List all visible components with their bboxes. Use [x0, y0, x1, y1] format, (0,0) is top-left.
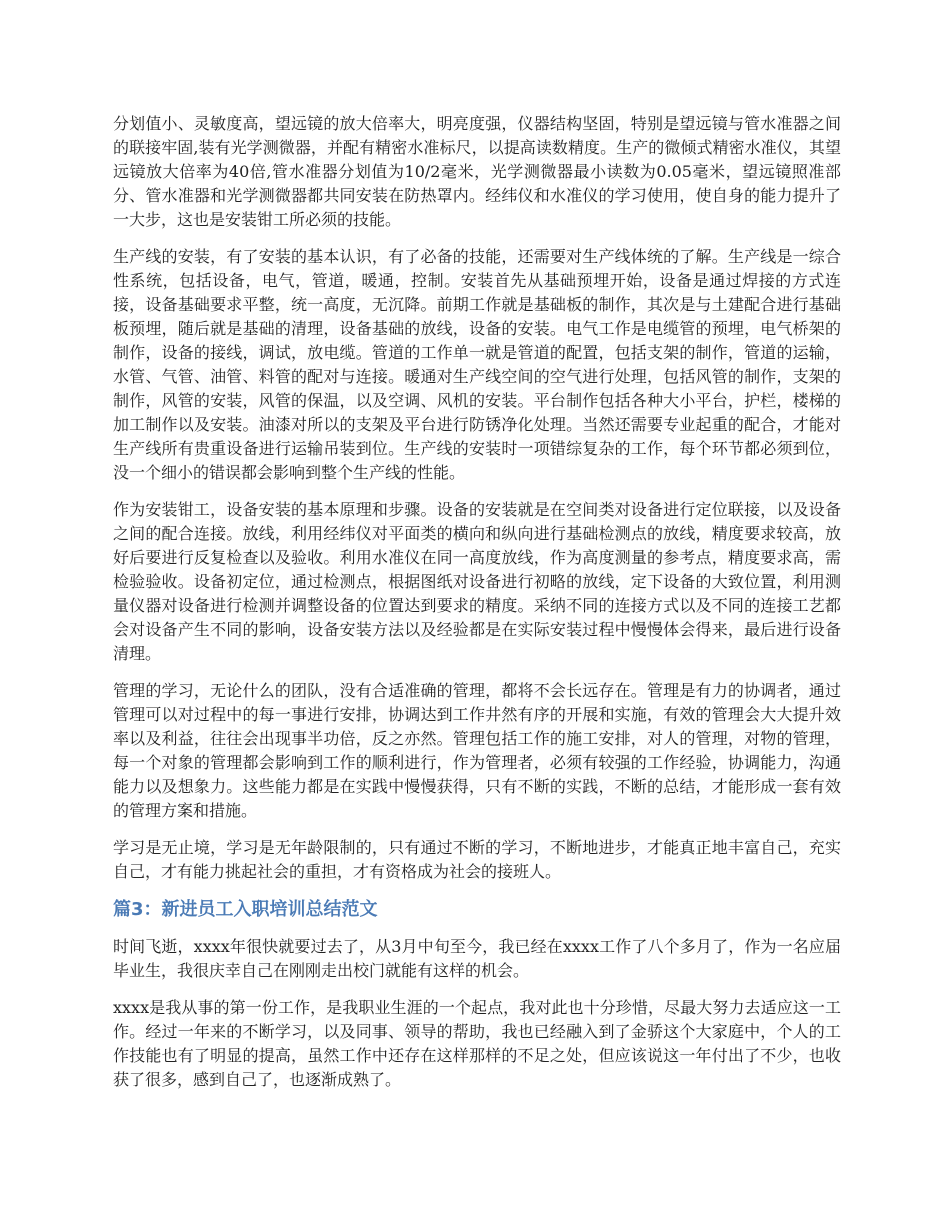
paragraph-learning: 学习是无止境，学习是无年龄限制的，只有通过不断的学习，不断地进步，才能真正地丰富自己，充实自己，才有能力挑起社会的重担，才有资格成为社会的接班人。 [113, 838, 841, 881]
paragraph-management: 管理的学习，无论什么的团队，没有合适准确的管理，都将不会长远存在。管理是有力的协调者，通过管理可以对过程中的每一事进行安排，协调达到工作井然有序的开展和实施，有效的管理会大大提升效率以及利益，往往会出现事半功倍，反之亦然。管理包括工作的施工安排，对人的管理，对物的管理，每一个对象的管理都会影响到工作的顺利进行，作为管理者，必须有较强的工作经验，协调能力，沟通能力以及想象力。这些能力都是在实践中慢慢获得，只有不断的实践，不断的总结，才能形成一套有效的管理方案和措施。 [113, 681, 841, 820]
paragraph-fitter-steps: 作为安装钳工，设备安装的基本原理和步骤。设备的安装就是在空间类对设备进行定位联接，以及设备之间的配合连接。放线，利用经纬仪对平面类的横向和纵向进行基础检测点的放线，精度要求较高，放好后要进行反复检查以及验收。利用水准仪在同一高度放线，作为高度测量的参考点，精度要求高，需检验验收。设备初定位，通过检测点，根据图纸对设备进行初略的放线，定下设备的大致位置，利用测量仪器对设备进行检测并调整设备的位置达到要求的精度。采纳不同的连接方式以及不同的连接工艺都会对设备产生不同的影响，设备安装方法以及经验都是在实际安装过程中慢慢体会得来，最后进行设备清理。 [113, 500, 841, 663]
paragraph-intro-time: 时间飞逝，xxxx年很快就要过去了，从3月中旬至今，我已经在xxxx工作了八个多月了，作为一名应届毕业生，我很庆幸自己在刚刚走出校门就能有这样的机会。 [113, 937, 841, 980]
document-page [113, 112, 841, 1105]
section-heading: 篇3：新进员工入职培训总结范文 [113, 899, 378, 920]
paragraph-instrument-skills: 分划值小、灵敏度高，望远镜的放大倍率大，明亮度强，仪器结构坚固，特别是望远镜与管水准器之间的联接牢固,装有光学测微器，并配有精密水准标尺，以提高读数精度。生产的微倾式精密水准仪，其望远镜放大倍率为40倍,管水准器分划值为10/2毫米，光学测微器最小读数为0.05毫米，望远镜照准部分、管水准器和光学测微器都共同安装在防热罩内。经纬仪和水准仪的学习使用，使自身的能力提升了一大步，这也是安装钳工所必须的技能。 [113, 114, 841, 229]
paragraph-first-job: xxxx是我从事的第一份工作，是我职业生涯的一个起点，我对此也十分珍惜，尽最大努力去适应这一工作。经过一年来的不断学习，以及同事、领导的帮助，我也已经融入到了金骄这个大家庭中，个人的工作技能也有了明显的提高，虽然工作中还存在这样那样的不足之处，但应该说这一年付出了不少，也收获了很多，感到自己了，也逐渐成熟了。 [113, 998, 841, 1089]
paragraph-production-line: 生产线的安装，有了安装的基本认识，有了必备的技能，还需要对生产线体统的了解。生产线是一综合性系统，包括设备，电气，管道，暖通，控制。安装首先从基础预埋开始，设备是通过焊接的方式连接，设备基础要求平整，统一高度，无沉降。前期工作就是基础板的制作，其次是与土建配合进行基础板预埋，随后就是基础的清理，设备基础的放线，设备的安装。电气工作是电缆管的预埋，电气桥架的制作，设备的接线，调试，放电缆。管道的工作单一就是管道的配置，包括支架的制作，管道的运输，水管、气管、油管、料管的配对与连接。暖通对生产线空间的空气进行处理，包括风管的制作，支架的制作，风管的安装，风管的保温，以及空调、风机的安装。平台制作包括各种大小平台，护栏，楼梯的加工制作以及安装。油漆对所以的支架及平台进行防锈净化处理。当然还需要专业起重的配合，才能对生产线所有贵重设备进行运输吊装到位。生产线的安装时一项错综复杂的工作，每个环节都必须到位，没一个细小的错误都会影响到整个生产线的性能。 [113, 247, 841, 482]
